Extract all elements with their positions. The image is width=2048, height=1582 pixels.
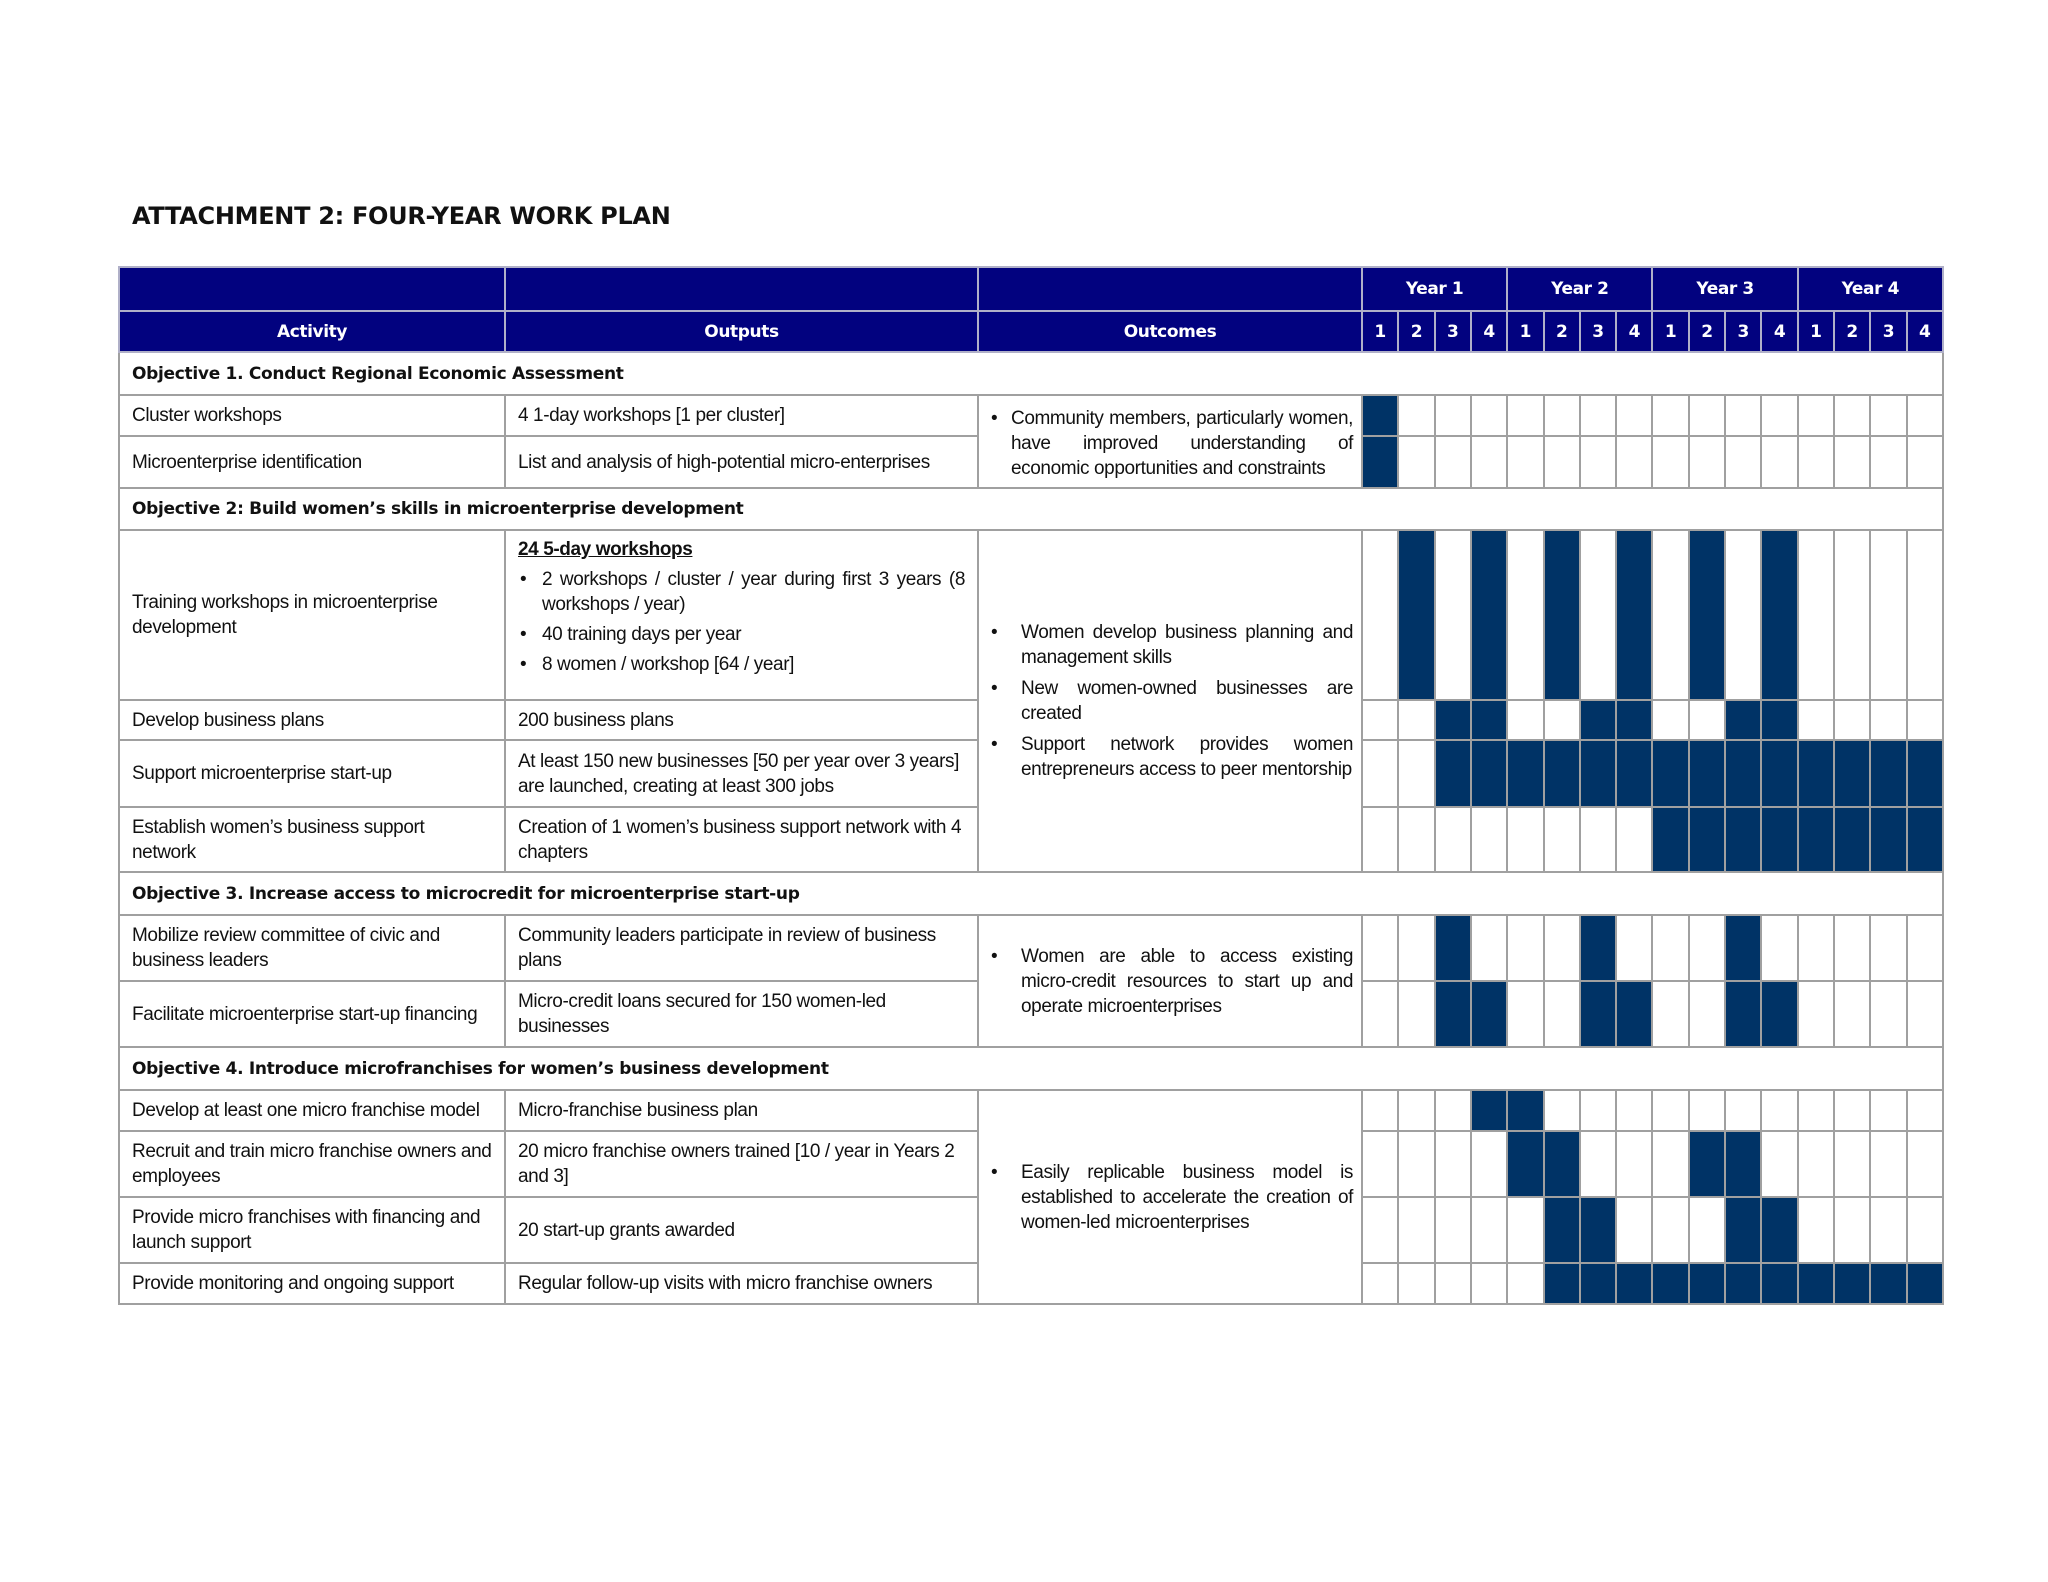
schedule-cell: [1507, 530, 1543, 700]
schedule-cell: [1798, 436, 1834, 488]
outcome-list: [989, 1160, 1353, 1235]
schedule-cell: [1870, 700, 1906, 740]
quarter-header: 3: [1435, 311, 1471, 352]
schedule-cell: [1907, 436, 1943, 488]
output-bullet-list: [518, 567, 965, 677]
activity-cell: Facilitate microenterprise start-up financing: [119, 981, 505, 1047]
schedule-cell: [1907, 1131, 1943, 1197]
schedule-cell: [1725, 395, 1761, 436]
objective-title: Objective 2: Build women’s skills in microenterprise development: [119, 488, 1943, 530]
schedule-cell-active: [1471, 740, 1507, 807]
quarter-header: 3: [1725, 311, 1761, 352]
schedule-cell: [1907, 981, 1943, 1047]
schedule-cell: [1798, 530, 1834, 700]
outcome-item: • Support network provides women entrepreneurs access to peer mentorship: [989, 732, 1353, 782]
output-cell: Creation of 1 women’s business support network with 4 chapters: [505, 807, 978, 872]
activity-header: Activity: [119, 311, 505, 352]
outcome-item: • Easily replicable business model is established to accelerate the creation of women-led microenterprises: [989, 1160, 1353, 1235]
objective-title: Objective 1. Conduct Regional Economic Assessment: [119, 352, 1943, 395]
output-cell: 20 start-up grants awarded: [505, 1197, 978, 1263]
output-cell: [505, 530, 978, 700]
schedule-cell: [1362, 740, 1398, 807]
quarter-header: 3: [1580, 311, 1616, 352]
schedule-cell: [1834, 436, 1870, 488]
outputs-header: Outputs: [505, 311, 978, 352]
schedule-cell: [1398, 395, 1434, 436]
schedule-cell: [1689, 395, 1725, 436]
output-cell: Community leaders participate in review of business plans: [505, 915, 978, 981]
schedule-cell-active: [1725, 807, 1761, 872]
schedule-cell: [1471, 915, 1507, 981]
schedule-cell-active: [1435, 700, 1471, 740]
quarter-header: 1: [1507, 311, 1543, 352]
schedule-cell: [1798, 981, 1834, 1047]
schedule-cell: [1870, 1090, 1906, 1131]
schedule-cell-active: [1471, 530, 1507, 700]
outcome-item: • New women-owned businesses are created: [989, 676, 1353, 726]
quarter-header: 4: [1761, 311, 1797, 352]
schedule-cell: [1362, 1263, 1398, 1304]
schedule-cell: [1652, 1197, 1688, 1263]
outcome-list: [989, 944, 1353, 1019]
schedule-cell-active: [1761, 530, 1797, 700]
schedule-cell: [1907, 395, 1943, 436]
schedule-cell: [1580, 395, 1616, 436]
activity-cell: Mobilize review committee of civic and business leaders: [119, 915, 505, 981]
quarter-header: 1: [1798, 311, 1834, 352]
header-blank: [119, 267, 505, 311]
schedule-cell: [1435, 395, 1471, 436]
schedule-cell-active: [1725, 981, 1761, 1047]
schedule-cell-active: [1471, 1090, 1507, 1131]
schedule-cell-active: [1580, 740, 1616, 807]
output-cell: 20 micro franchise owners trained [10 / year in Years 2 and 3]: [505, 1131, 978, 1197]
schedule-cell: [1362, 700, 1398, 740]
schedule-cell: [1870, 915, 1906, 981]
activity-cell: Recruit and train micro franchise owners and employees: [119, 1131, 505, 1197]
output-title: 24 5-day workshops: [518, 539, 693, 560]
activity-row: [119, 530, 1943, 700]
schedule-cell: [1761, 395, 1797, 436]
schedule-cell: [1398, 807, 1434, 872]
schedule-cell: [1834, 1197, 1870, 1263]
schedule-cell: [1689, 981, 1725, 1047]
schedule-cell: [1652, 981, 1688, 1047]
outcome-item: • Community members, particularly women, have improved understanding of economic opportunities and constraints: [989, 406, 1353, 481]
year-header: Year 3: [1652, 267, 1797, 311]
schedule-cell-active: [1580, 1263, 1616, 1304]
schedule-cell: [1689, 436, 1725, 488]
schedule-cell-active: [1507, 740, 1543, 807]
schedule-cell: [1398, 981, 1434, 1047]
schedule-cell-active: [1761, 1197, 1797, 1263]
schedule-cell: [1507, 915, 1543, 981]
year-header: Year 2: [1507, 267, 1652, 311]
objective-title: Objective 3. Increase access to microcredit for microenterprise start-up: [119, 872, 1943, 915]
schedule-cell-active: [1580, 700, 1616, 740]
output-cell: Regular follow-up visits with micro franchise owners: [505, 1263, 978, 1304]
schedule-cell: [1398, 1090, 1434, 1131]
schedule-cell-active: [1907, 740, 1943, 807]
schedule-cell: [1689, 1197, 1725, 1263]
activity-row: [119, 915, 1943, 981]
schedule-cell: [1471, 395, 1507, 436]
schedule-cell: [1798, 1131, 1834, 1197]
activity-cell: Provide micro franchises with financing and launch support: [119, 1197, 505, 1263]
schedule-cell: [1507, 807, 1543, 872]
schedule-cell-active: [1870, 1263, 1906, 1304]
schedule-cell: [1798, 915, 1834, 981]
schedule-cell: [1471, 436, 1507, 488]
objective-row: [119, 488, 1943, 530]
schedule-cell: [1362, 915, 1398, 981]
schedule-cell: [1471, 1131, 1507, 1197]
outcomes-cell: [978, 915, 1362, 1047]
schedule-cell-active: [1616, 530, 1652, 700]
outcomes-header: Outcomes: [978, 311, 1362, 352]
schedule-cell: [1507, 1263, 1543, 1304]
schedule-cell: [1834, 395, 1870, 436]
schedule-cell: [1398, 1263, 1434, 1304]
schedule-cell: [1544, 436, 1580, 488]
activity-cell: Develop at least one micro franchise model: [119, 1090, 505, 1131]
schedule-cell: [1761, 1131, 1797, 1197]
schedule-cell: [1580, 807, 1616, 872]
schedule-cell: [1907, 1090, 1943, 1131]
schedule-cell: [1544, 915, 1580, 981]
schedule-cell-active: [1362, 436, 1398, 488]
schedule-cell: [1761, 436, 1797, 488]
activity-row: [119, 1090, 1943, 1131]
outcomes-cell: [978, 395, 1362, 488]
schedule-cell: [1507, 1197, 1543, 1263]
schedule-cell: [1362, 1197, 1398, 1263]
schedule-cell: [1907, 1197, 1943, 1263]
objective-row: [119, 872, 1943, 915]
schedule-cell-active: [1362, 395, 1398, 436]
schedule-cell: [1870, 395, 1906, 436]
schedule-cell: [1798, 700, 1834, 740]
schedule-cell: [1398, 1197, 1434, 1263]
output-bullet: • 2 workshops / cluster / year during first 3 years (8 workshops / year): [518, 567, 965, 617]
schedule-cell: [1362, 1090, 1398, 1131]
schedule-cell: [1362, 1131, 1398, 1197]
schedule-cell: [1398, 915, 1434, 981]
year-header: Year 1: [1362, 267, 1507, 311]
schedule-cell: [1652, 436, 1688, 488]
schedule-cell: [1362, 981, 1398, 1047]
schedule-cell: [1798, 395, 1834, 436]
quarter-header: 4: [1907, 311, 1943, 352]
activity-cell: Develop business plans: [119, 700, 505, 740]
schedule-cell: [1398, 436, 1434, 488]
schedule-cell: [1870, 1197, 1906, 1263]
objective-row: [119, 1047, 1943, 1090]
schedule-cell: [1652, 700, 1688, 740]
schedule-cell: [1580, 1090, 1616, 1131]
schedule-cell-active: [1907, 807, 1943, 872]
schedule-cell: [1907, 915, 1943, 981]
schedule-cell-active: [1435, 981, 1471, 1047]
schedule-cell: [1834, 1090, 1870, 1131]
objective-title: Objective 4. Introduce microfranchises for women’s business development: [119, 1047, 1943, 1090]
schedule-cell-active: [1870, 740, 1906, 807]
schedule-cell: [1362, 807, 1398, 872]
schedule-cell: [1616, 1197, 1652, 1263]
schedule-cell: [1870, 981, 1906, 1047]
schedule-cell-active: [1725, 1131, 1761, 1197]
quarter-header: 4: [1471, 311, 1507, 352]
outcomes-cell: [978, 530, 1362, 872]
schedule-cell-active: [1652, 807, 1688, 872]
schedule-cell: [1544, 981, 1580, 1047]
schedule-cell: [1616, 436, 1652, 488]
schedule-cell: [1652, 1090, 1688, 1131]
schedule-cell: [1798, 1197, 1834, 1263]
schedule-cell: [1398, 740, 1434, 807]
schedule-cell: [1798, 1090, 1834, 1131]
schedule-cell-active: [1435, 915, 1471, 981]
schedule-cell: [1834, 915, 1870, 981]
schedule-cell-active: [1761, 1263, 1797, 1304]
schedule-cell: [1652, 395, 1688, 436]
schedule-cell-active: [1761, 981, 1797, 1047]
schedule-cell-active: [1435, 740, 1471, 807]
schedule-cell-active: [1689, 807, 1725, 872]
schedule-cell: [1580, 1131, 1616, 1197]
schedule-cell: [1435, 807, 1471, 872]
schedule-cell: [1398, 700, 1434, 740]
schedule-cell-active: [1834, 807, 1870, 872]
quarter-header: 2: [1544, 311, 1580, 352]
work-plan-table: [118, 266, 1944, 1305]
schedule-cell-active: [1725, 740, 1761, 807]
schedule-cell-active: [1689, 1131, 1725, 1197]
schedule-cell: [1616, 395, 1652, 436]
schedule-cell-active: [1544, 530, 1580, 700]
schedule-cell-active: [1616, 740, 1652, 807]
schedule-cell: [1398, 1131, 1434, 1197]
outcome-list: [989, 620, 1353, 782]
schedule-cell-active: [1689, 740, 1725, 807]
schedule-cell: [1616, 1131, 1652, 1197]
schedule-cell: [1761, 1090, 1797, 1131]
schedule-cell: [1544, 1090, 1580, 1131]
schedule-cell-active: [1580, 1197, 1616, 1263]
quarter-header: 2: [1689, 311, 1725, 352]
output-bullet: • 40 training days per year: [518, 622, 965, 647]
schedule-cell-active: [1798, 740, 1834, 807]
schedule-cell: [1652, 530, 1688, 700]
activity-cell: Training workshops in microenterprise development: [119, 530, 505, 700]
schedule-cell: [1834, 700, 1870, 740]
schedule-cell: [1616, 1090, 1652, 1131]
schedule-cell-active: [1544, 740, 1580, 807]
schedule-cell: [1507, 436, 1543, 488]
objective-row: [119, 352, 1943, 395]
schedule-cell-active: [1870, 807, 1906, 872]
schedule-cell-active: [1761, 807, 1797, 872]
quarter-header: 1: [1652, 311, 1688, 352]
schedule-cell: [1870, 1131, 1906, 1197]
activity-cell: Establish women’s business support network: [119, 807, 505, 872]
schedule-cell: [1507, 700, 1543, 740]
page-title: ATTACHMENT 2: FOUR-YEAR WORK PLAN: [132, 202, 671, 230]
schedule-cell-active: [1725, 1197, 1761, 1263]
schedule-cell: [1471, 1263, 1507, 1304]
schedule-cell: [1689, 1090, 1725, 1131]
quarter-header: 2: [1398, 311, 1434, 352]
schedule-cell: [1761, 915, 1797, 981]
schedule-cell-active: [1544, 1131, 1580, 1197]
output-cell: List and analysis of high-potential micro-enterprises: [505, 436, 978, 488]
schedule-cell-active: [1725, 915, 1761, 981]
schedule-cell: [1507, 981, 1543, 1047]
schedule-cell: [1725, 436, 1761, 488]
year-header: Year 4: [1798, 267, 1943, 311]
schedule-cell: [1689, 700, 1725, 740]
quarter-header: 4: [1616, 311, 1652, 352]
schedule-cell: [1616, 807, 1652, 872]
schedule-cell-active: [1580, 981, 1616, 1047]
schedule-cell-active: [1471, 700, 1507, 740]
activity-cell: Provide monitoring and ongoing support: [119, 1263, 505, 1304]
schedule-cell: [1435, 1197, 1471, 1263]
schedule-cell-active: [1689, 530, 1725, 700]
header-row-years: [119, 267, 1943, 311]
output-bullet: • 8 women / workshop [64 / year]: [518, 652, 965, 677]
schedule-cell: [1834, 981, 1870, 1047]
schedule-cell-active: [1471, 981, 1507, 1047]
schedule-cell: [1362, 530, 1398, 700]
schedule-cell: [1435, 1263, 1471, 1304]
schedule-cell-active: [1761, 740, 1797, 807]
schedule-cell: [1907, 700, 1943, 740]
schedule-cell: [1907, 530, 1943, 700]
output-cell: 200 business plans: [505, 700, 978, 740]
schedule-cell-active: [1725, 700, 1761, 740]
schedule-cell: [1435, 1090, 1471, 1131]
schedule-cell: [1870, 530, 1906, 700]
schedule-cell-active: [1616, 700, 1652, 740]
activity-cell: Support microenterprise start-up: [119, 740, 505, 807]
schedule-cell: [1435, 530, 1471, 700]
schedule-cell: [1544, 395, 1580, 436]
schedule-cell-active: [1834, 740, 1870, 807]
output-cell: 4 1-day workshops [1 per cluster]: [505, 395, 978, 436]
schedule-cell-active: [1761, 700, 1797, 740]
schedule-cell: [1471, 807, 1507, 872]
quarter-header: 1: [1362, 311, 1398, 352]
header-row-columns: [119, 311, 1943, 352]
schedule-cell: [1507, 395, 1543, 436]
activity-cell: Microenterprise identification: [119, 436, 505, 488]
schedule-cell-active: [1544, 1197, 1580, 1263]
activity-cell: Cluster workshops: [119, 395, 505, 436]
schedule-cell: [1725, 1090, 1761, 1131]
schedule-cell: [1689, 915, 1725, 981]
outcomes-cell: [978, 1090, 1362, 1304]
output-cell: At least 150 new businesses [50 per year over 3 years] are launched, creating at least 300 jobs: [505, 740, 978, 807]
schedule-cell: [1834, 1131, 1870, 1197]
schedule-cell-active: [1725, 1263, 1761, 1304]
schedule-cell: [1471, 1197, 1507, 1263]
schedule-cell-active: [1652, 1263, 1688, 1304]
schedule-cell-active: [1652, 740, 1688, 807]
quarter-header: 3: [1870, 311, 1906, 352]
schedule-cell: [1580, 436, 1616, 488]
quarter-header: 2: [1834, 311, 1870, 352]
schedule-cell-active: [1689, 1263, 1725, 1304]
schedule-cell-active: [1507, 1131, 1543, 1197]
schedule-cell: [1652, 915, 1688, 981]
schedule-cell: [1834, 530, 1870, 700]
outcome-list: [989, 406, 1353, 481]
output-cell: Micro-franchise business plan: [505, 1090, 978, 1131]
schedule-cell-active: [1907, 1263, 1943, 1304]
schedule-cell-active: [1834, 1263, 1870, 1304]
outcome-item: • Women develop business planning and management skills: [989, 620, 1353, 670]
schedule-cell-active: [1507, 1090, 1543, 1131]
schedule-cell: [1435, 436, 1471, 488]
schedule-cell-active: [1616, 1263, 1652, 1304]
header-blank: [978, 267, 1362, 311]
schedule-cell-active: [1398, 530, 1434, 700]
output-cell: Micro-credit loans secured for 150 women-led businesses: [505, 981, 978, 1047]
activity-row: [119, 395, 1943, 436]
schedule-cell: [1435, 1131, 1471, 1197]
schedule-cell: [1870, 436, 1906, 488]
header-blank: [505, 267, 978, 311]
schedule-cell: [1544, 807, 1580, 872]
schedule-cell: [1725, 530, 1761, 700]
schedule-cell: [1580, 530, 1616, 700]
schedule-cell: [1652, 1131, 1688, 1197]
outcome-item: • Women are able to access existing micro-credit resources to start up and operate microenterprises: [989, 944, 1353, 1019]
schedule-cell-active: [1798, 807, 1834, 872]
schedule-cell-active: [1616, 981, 1652, 1047]
schedule-cell-active: [1544, 1263, 1580, 1304]
schedule-cell-active: [1580, 915, 1616, 981]
schedule-cell: [1544, 700, 1580, 740]
schedule-cell: [1616, 915, 1652, 981]
schedule-cell-active: [1798, 1263, 1834, 1304]
